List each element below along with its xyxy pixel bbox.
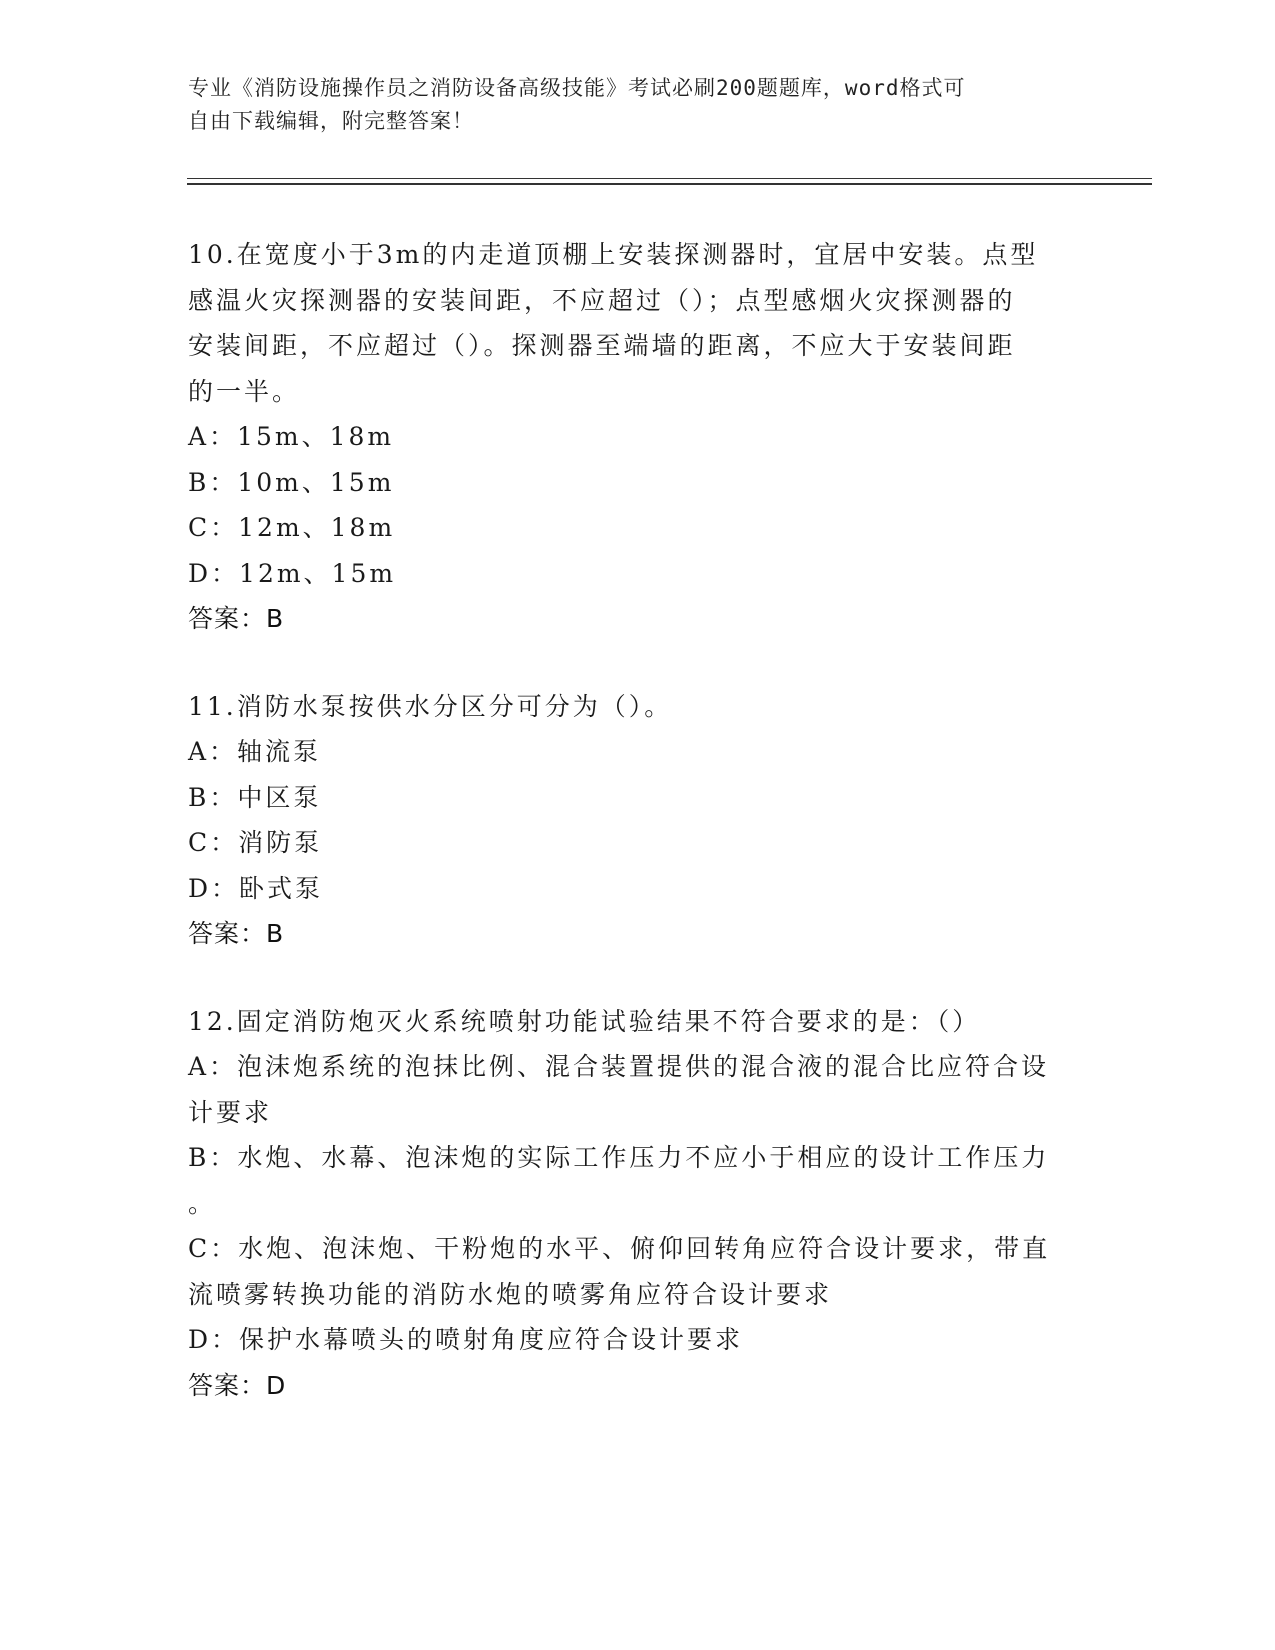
option-d: D：12m、15m: [188, 558, 397, 588]
option-a: A：轴流泵: [188, 737, 322, 766]
question-block: [188, 684, 1078, 957]
option-a: A：15m、18m: [188, 422, 395, 451]
question-text-line: 安装间距，不应超过（）。探测器至端墙的距离，不应大于安装间距: [188, 331, 1016, 360]
question-text-line: 10.在宽度小于3m的内走道顶棚上安装探测器时，宜居中安装。点型: [188, 240, 1039, 269]
answer-label: 答案：B: [188, 919, 285, 948]
document-header: [188, 72, 1068, 138]
question-text-line: 感温火灾探测器的安装间距，不应超过（）；点型感烟火灾探测器的: [188, 285, 1016, 315]
question-text-line: 的一半。: [188, 376, 301, 406]
option-b: B：水炮、水幕、泡沫炮的实际工作压力不应小于相应的设计工作压力: [188, 1143, 1050, 1172]
option-b: B：中区泵: [188, 782, 322, 812]
option-c: C：消防泵: [188, 828, 323, 857]
question-text-line: 11.消防水泵按供水分区分可分为（）。: [188, 691, 673, 721]
question-text-line: 12.固定消防炮灭火系统喷射功能试验结果不符合要求的是：（）: [188, 1006, 981, 1036]
option-b-continued: 。: [188, 1188, 217, 1218]
header-line-2: 自由下载编辑，附完整答案！: [188, 109, 474, 133]
question-block: [188, 999, 1078, 1409]
option-c-continued: 流喷雾转换功能的消防水炮的喷雾角应符合设计要求: [188, 1279, 833, 1309]
option-a: A：泡沫炮系统的泡抹比例、混合装置提供的混合液的混合比应符合设: [188, 1052, 1050, 1081]
answer-label: 答案：D: [188, 1370, 287, 1400]
option-a-continued: 计要求: [188, 1097, 273, 1127]
option-c: C：12m、18m: [188, 513, 396, 542]
question-block: [188, 232, 1078, 642]
option-c: C：水炮、泡沫炮、干粉炮的水平、俯仰回转角应符合设计要求，带直: [188, 1234, 1051, 1263]
question-list: [188, 232, 1078, 1450]
option-d: D：卧式泵: [188, 873, 324, 903]
header-divider-thin: [187, 178, 1152, 179]
option-d: D：保护水幕喷头的喷射角度应符合设计要求: [188, 1325, 744, 1354]
header-line-1: 专业《消防设施操作员之消防设备高级技能》考试必刷200题题库，word格式可: [188, 76, 966, 100]
answer-label: 答案：B: [188, 604, 285, 633]
header-divider-thick: [187, 183, 1152, 185]
option-b: B：10m、15m: [188, 467, 395, 497]
